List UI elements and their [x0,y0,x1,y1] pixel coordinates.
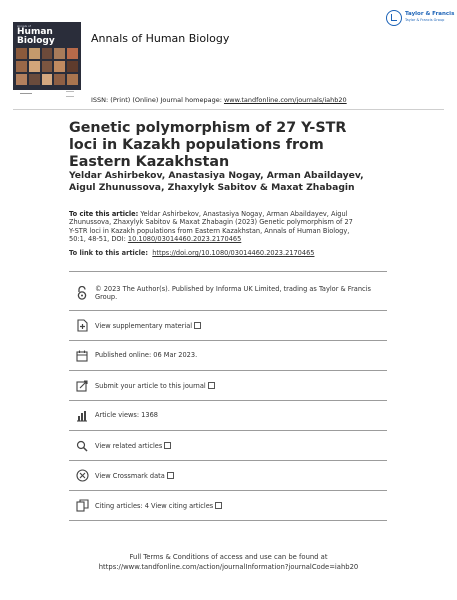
info-rows [69,276,387,521]
info-row-citing[interactable] [69,491,387,521]
info-row-views [69,401,387,431]
supplementary-link[interactable]: View supplementary material [95,321,193,330]
cite-label: To cite this article: [69,210,139,218]
citing-articles-icon [69,491,95,520]
header-divider [13,109,444,110]
related-articles-icon [69,431,95,460]
article-views-text: Article views: 1368 [95,411,158,420]
taylor-francis-logo[interactable] [386,10,455,32]
cover-title: Human Biology [17,27,55,46]
info-divider [69,271,387,272]
copyright-text: © 2023 The Author(s). Published by Informa UK Limited, trading as Taylor & Francis Group. [95,284,371,301]
logo-line-2: Taylor & Francis Group [405,18,445,22]
external-link-icon [215,502,222,509]
bar-chart-icon [69,401,95,430]
issn-text: ISSN: (Print) (Online) Journal homepage: [91,96,224,104]
cover-photo-grid [16,48,78,85]
cover-subtitle: Annals of [17,24,31,28]
article-link-line [69,249,314,257]
homepage-link[interactable]: www.tandfonline.com/journals/iahb20 [223,96,347,104]
external-link-icon [208,382,215,389]
info-row-copyright [69,276,387,311]
external-link-icon [194,322,201,329]
info-row-related[interactable] [69,431,387,461]
submit-article-link[interactable]: Submit your article to this journal [95,381,206,390]
issn-line [91,96,347,104]
supplementary-icon [69,311,95,340]
decorative-mark [66,91,74,97]
info-row-supplementary[interactable] [69,311,387,341]
decorative-mark [20,93,32,94]
submit-icon [69,371,95,400]
cite-doi-link[interactable]: 10.1080/03014460.2023.2170465 [127,235,242,244]
published-date-text: Published online: 06 Mar 2023. [95,351,198,360]
open-access-icon [69,276,95,310]
footer-terms-text: Full Terms & Conditions of access and use can be found at [129,553,328,561]
info-row-published [69,341,387,371]
cite-text: Yeldar Ashirbekov, Anastasiya Nogay, Arman Abaildayev, Aigul Zhunussova, Zhaxylyk Sabitov & Maxat Zhabagin (2023) Genetic polymorphism of 27 Y-STR loci in Kazakh populations from Eastern Kazakhstan, Annals of Human Biology, 50:1, 48-51, DOI: [69,210,353,244]
footer-terms-link[interactable]: https://www.tandfonline.com/action/journalInformation?journalCode=iahb20 [98,562,359,571]
citing-articles-link[interactable]: Citing articles: 4 View citing articles [95,501,214,510]
article-title: Genetic polymorphism of 27 Y-STR loci in Kazakh populations from Eastern Kazakhstan [69,120,347,170]
calendar-icon [69,341,95,370]
related-articles-link[interactable]: View related articles [95,441,163,450]
footer [0,553,457,572]
taylor-francis-logo-icon [386,10,402,26]
logo-line-1: Taylor & Francis [405,11,455,17]
info-row-submit[interactable] [69,371,387,401]
article-authors: Yeldar Ashirbekov, Anastasiya Nogay, Arman Abaildayev, Aigul Zhunussova, Zhaxylyk Sabitov & Maxat Zhabagin [69,170,364,193]
crossmark-icon [69,461,95,490]
link-label: To link to this article: [69,249,149,257]
journal-name[interactable]: Annals of Human Biology [91,32,230,45]
external-link-icon [167,472,174,479]
crossmark-link[interactable]: View Crossmark data [95,471,165,480]
article-doi-link[interactable]: https://doi.org/10.1080/03014460.2023.2170465 [152,249,315,257]
citation-block [69,210,354,244]
journal-cover-image [13,22,81,90]
external-link-icon [164,442,171,449]
info-row-crossmark[interactable] [69,461,387,491]
